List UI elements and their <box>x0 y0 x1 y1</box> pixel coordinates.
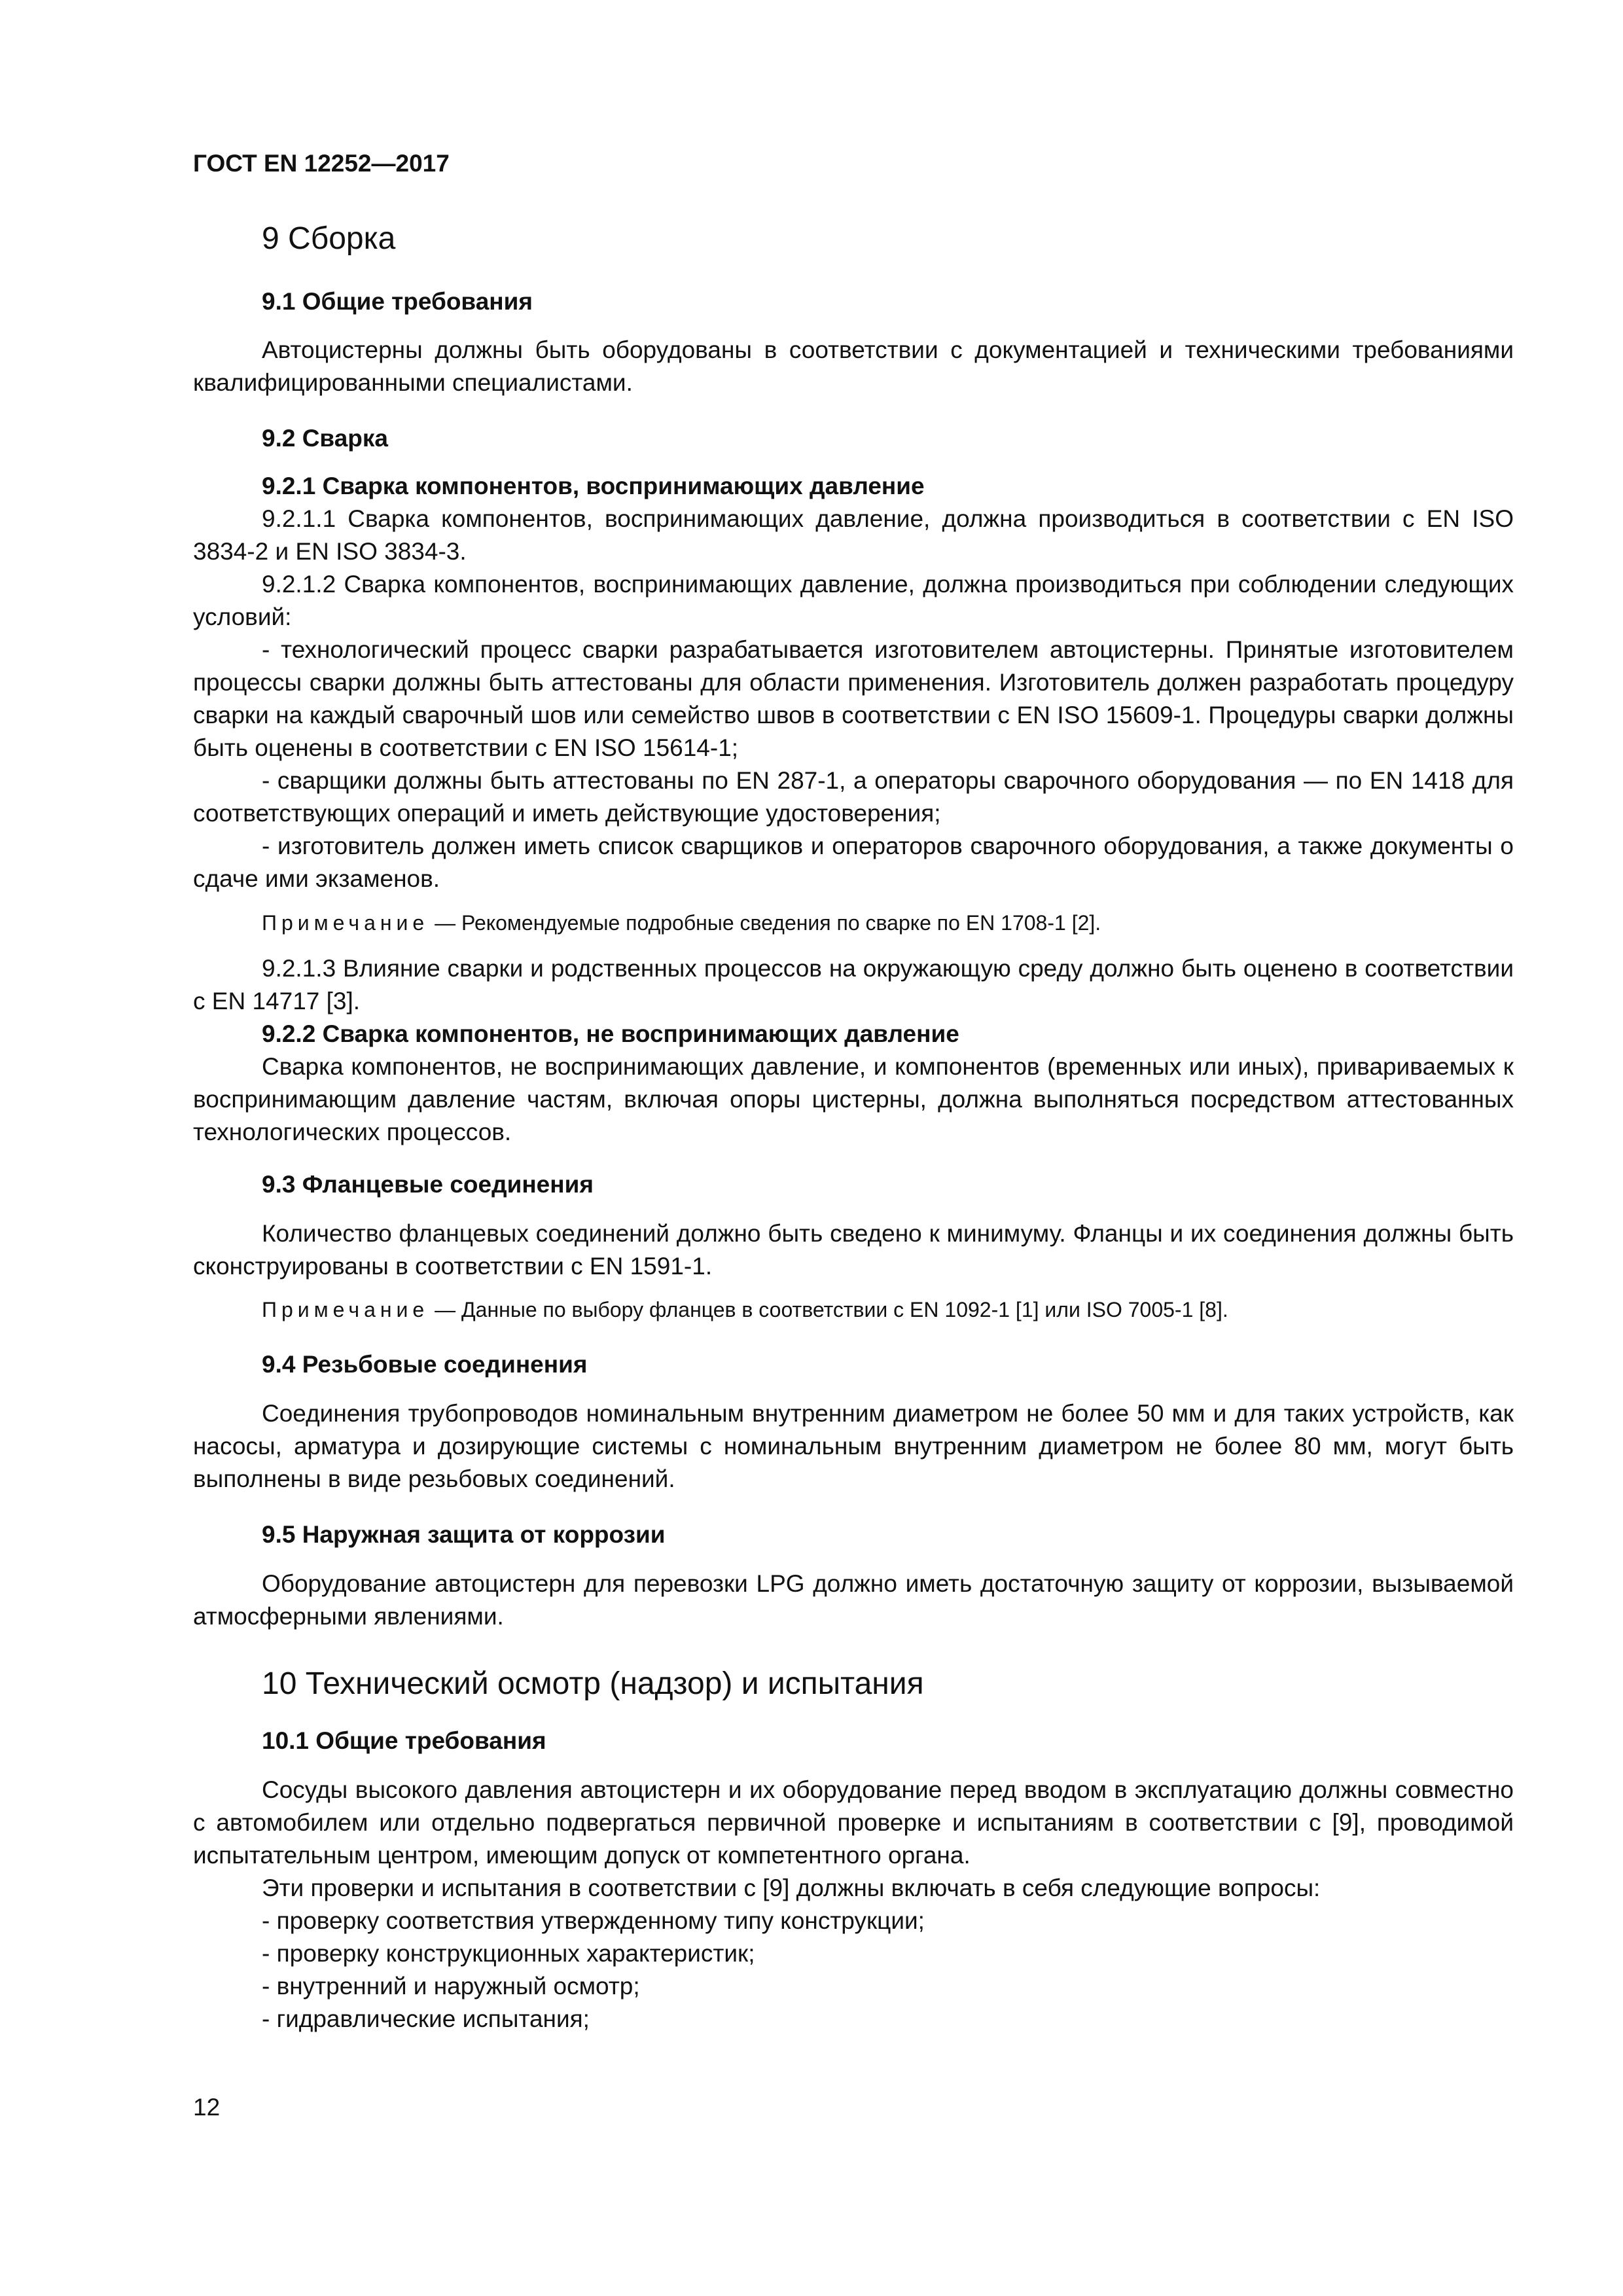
section-9-5-text: Оборудование автоцистерн для перевозки LPG должно иметь достаточную защиту от коррозии, вызываемой атмосферными явлениями. <box>193 1570 1514 1630</box>
section-9-4-title: 9.4 Резьбовые соединения <box>262 1351 588 1378</box>
page-number: 12 <box>193 2094 221 2121</box>
section-10-1-text: Сосуды высокого давления автоцистерн и их оборудование перед вводом в эксплуатацию должны совместно с автомобилем или отдельно подвергаться первичной проверке и испытаниям в соответствии с [9], проводимой испытательным центром, имеющим допуск от компетентного органа. <box>193 1776 1514 1869</box>
paragraph-9-2-1-3: 9.2.1.3 Влияние сварки и родственных процессов на окружающую среду должно быть оценено в соответствии с EN 14717 [3]. <box>193 955 1514 1014</box>
section-9-5-title: 9.5 Наружная защита от коррозии <box>262 1521 666 1548</box>
inspection-item: - проверку соответствия утвержденному типу конструкции; <box>262 1907 925 1934</box>
section-9-3-text: Количество фланцевых соединений должно быть сведено к минимуму. Фланцы и их соединения должны быть сконструированы в соответствии с EN 1591-1. <box>193 1220 1514 1280</box>
section-9-1-text: Автоцистерны должны быть оборудованы в соответствии с документацией и техническими требованиями квалифицированными специалистами. <box>193 336 1514 396</box>
paragraph-9-2-1-1: 9.2.1.1 Сварка компонентов, воспринимающих давление, должна производиться в соответствии с EN ISO 3834-2 и EN ISO 3834-3. <box>193 505 1514 565</box>
note-text: — Данные по выбору фланцев в соответствии с EN 1092-1 [1] или ISO 7005-1 [8]. <box>429 1298 1228 1321</box>
section-9-3-title: 9.3 Фланцевые соединения <box>262 1171 594 1198</box>
inspection-item: - гидравлические испытания; <box>262 2005 590 2032</box>
section-9-2-title: 9.2 Сварка <box>262 425 388 452</box>
paragraph-9-2-1-2: 9.2.1.2 Сварка компонентов, воспринимающих давление, должна производиться при соблюдении следующих условий: <box>193 571 1514 630</box>
section-9-1-title: 9.1 Общие требования <box>262 288 533 315</box>
section-9-title: 9 Сборка <box>262 221 396 256</box>
note-flanges <box>262 1293 1514 1326</box>
section-9-2-2-title: 9.2.2 Сварка компонентов, не воспринимающих давление <box>262 1020 959 1047</box>
document-header: ГОСТ EN 12252—2017 <box>193 150 450 177</box>
note-label: Примечание <box>262 1298 429 1321</box>
note-label: Примечание <box>262 911 429 935</box>
section-10-1-checks-intro: Эти проверки и испытания в соответствии с [9] должны включать в себя следующие вопросы: <box>262 1874 1321 1901</box>
note-welding <box>262 906 1514 939</box>
paragraph-9-2-2: Сварка компонентов, не воспринимающих давление, и компонентов (временных или иных), привариваемых к воспринимающим давление частям, включая опоры цистерны, должна выполняться посредством аттестованных технологических процессов. <box>193 1053 1514 1145</box>
welding-condition-item: - сварщики должны быть аттестованы по EN 287-1, а операторы сварочного оборудования — по EN 1418 для соответствующих операций и иметь действующие удостоверения; <box>193 767 1514 827</box>
inspection-item: - проверку конструкционных характеристик; <box>262 1940 755 1967</box>
welding-condition-item: - технологический процесс сварки разрабатывается изготовителем автоцистерны. Принятые изготовителем процессы сварки должны быть аттестованы для области применения. Изготовитель должен разработать процедуру сварки на каждый сварочный шов или семейство швов в соответствии с EN ISO 15609-1. Процедуры сварки должны быть оценены в соответствии с EN ISO 15614-1; <box>193 636 1514 761</box>
note-text: — Рекомендуемые подробные сведения по сварке по EN 1708-1 [2]. <box>429 911 1101 935</box>
section-10-1-title: 10.1 Общие требования <box>262 1727 546 1754</box>
section-9-2-1-title: 9.2.1 Сварка компонентов, воспринимающих давление <box>262 473 925 499</box>
welding-condition-item: - изготовитель должен иметь список сварщиков и операторов сварочного оборудования, а также документы о сдаче ими экзаменов. <box>193 833 1514 892</box>
section-10-title: 10 Технический осмотр (надзор) и испытания <box>262 1666 924 1701</box>
inspection-item: - внутренний и наружный осмотр; <box>262 1973 640 2000</box>
section-9-4-text: Соединения трубопроводов номинальным внутренним диаметром не более 50 мм и для таких устройств, как насосы, арматура и дозирующие системы с номинальным внутренним диаметром не более 80 мм, могут быть выполнены в виде резьбовых соединений. <box>193 1400 1514 1492</box>
